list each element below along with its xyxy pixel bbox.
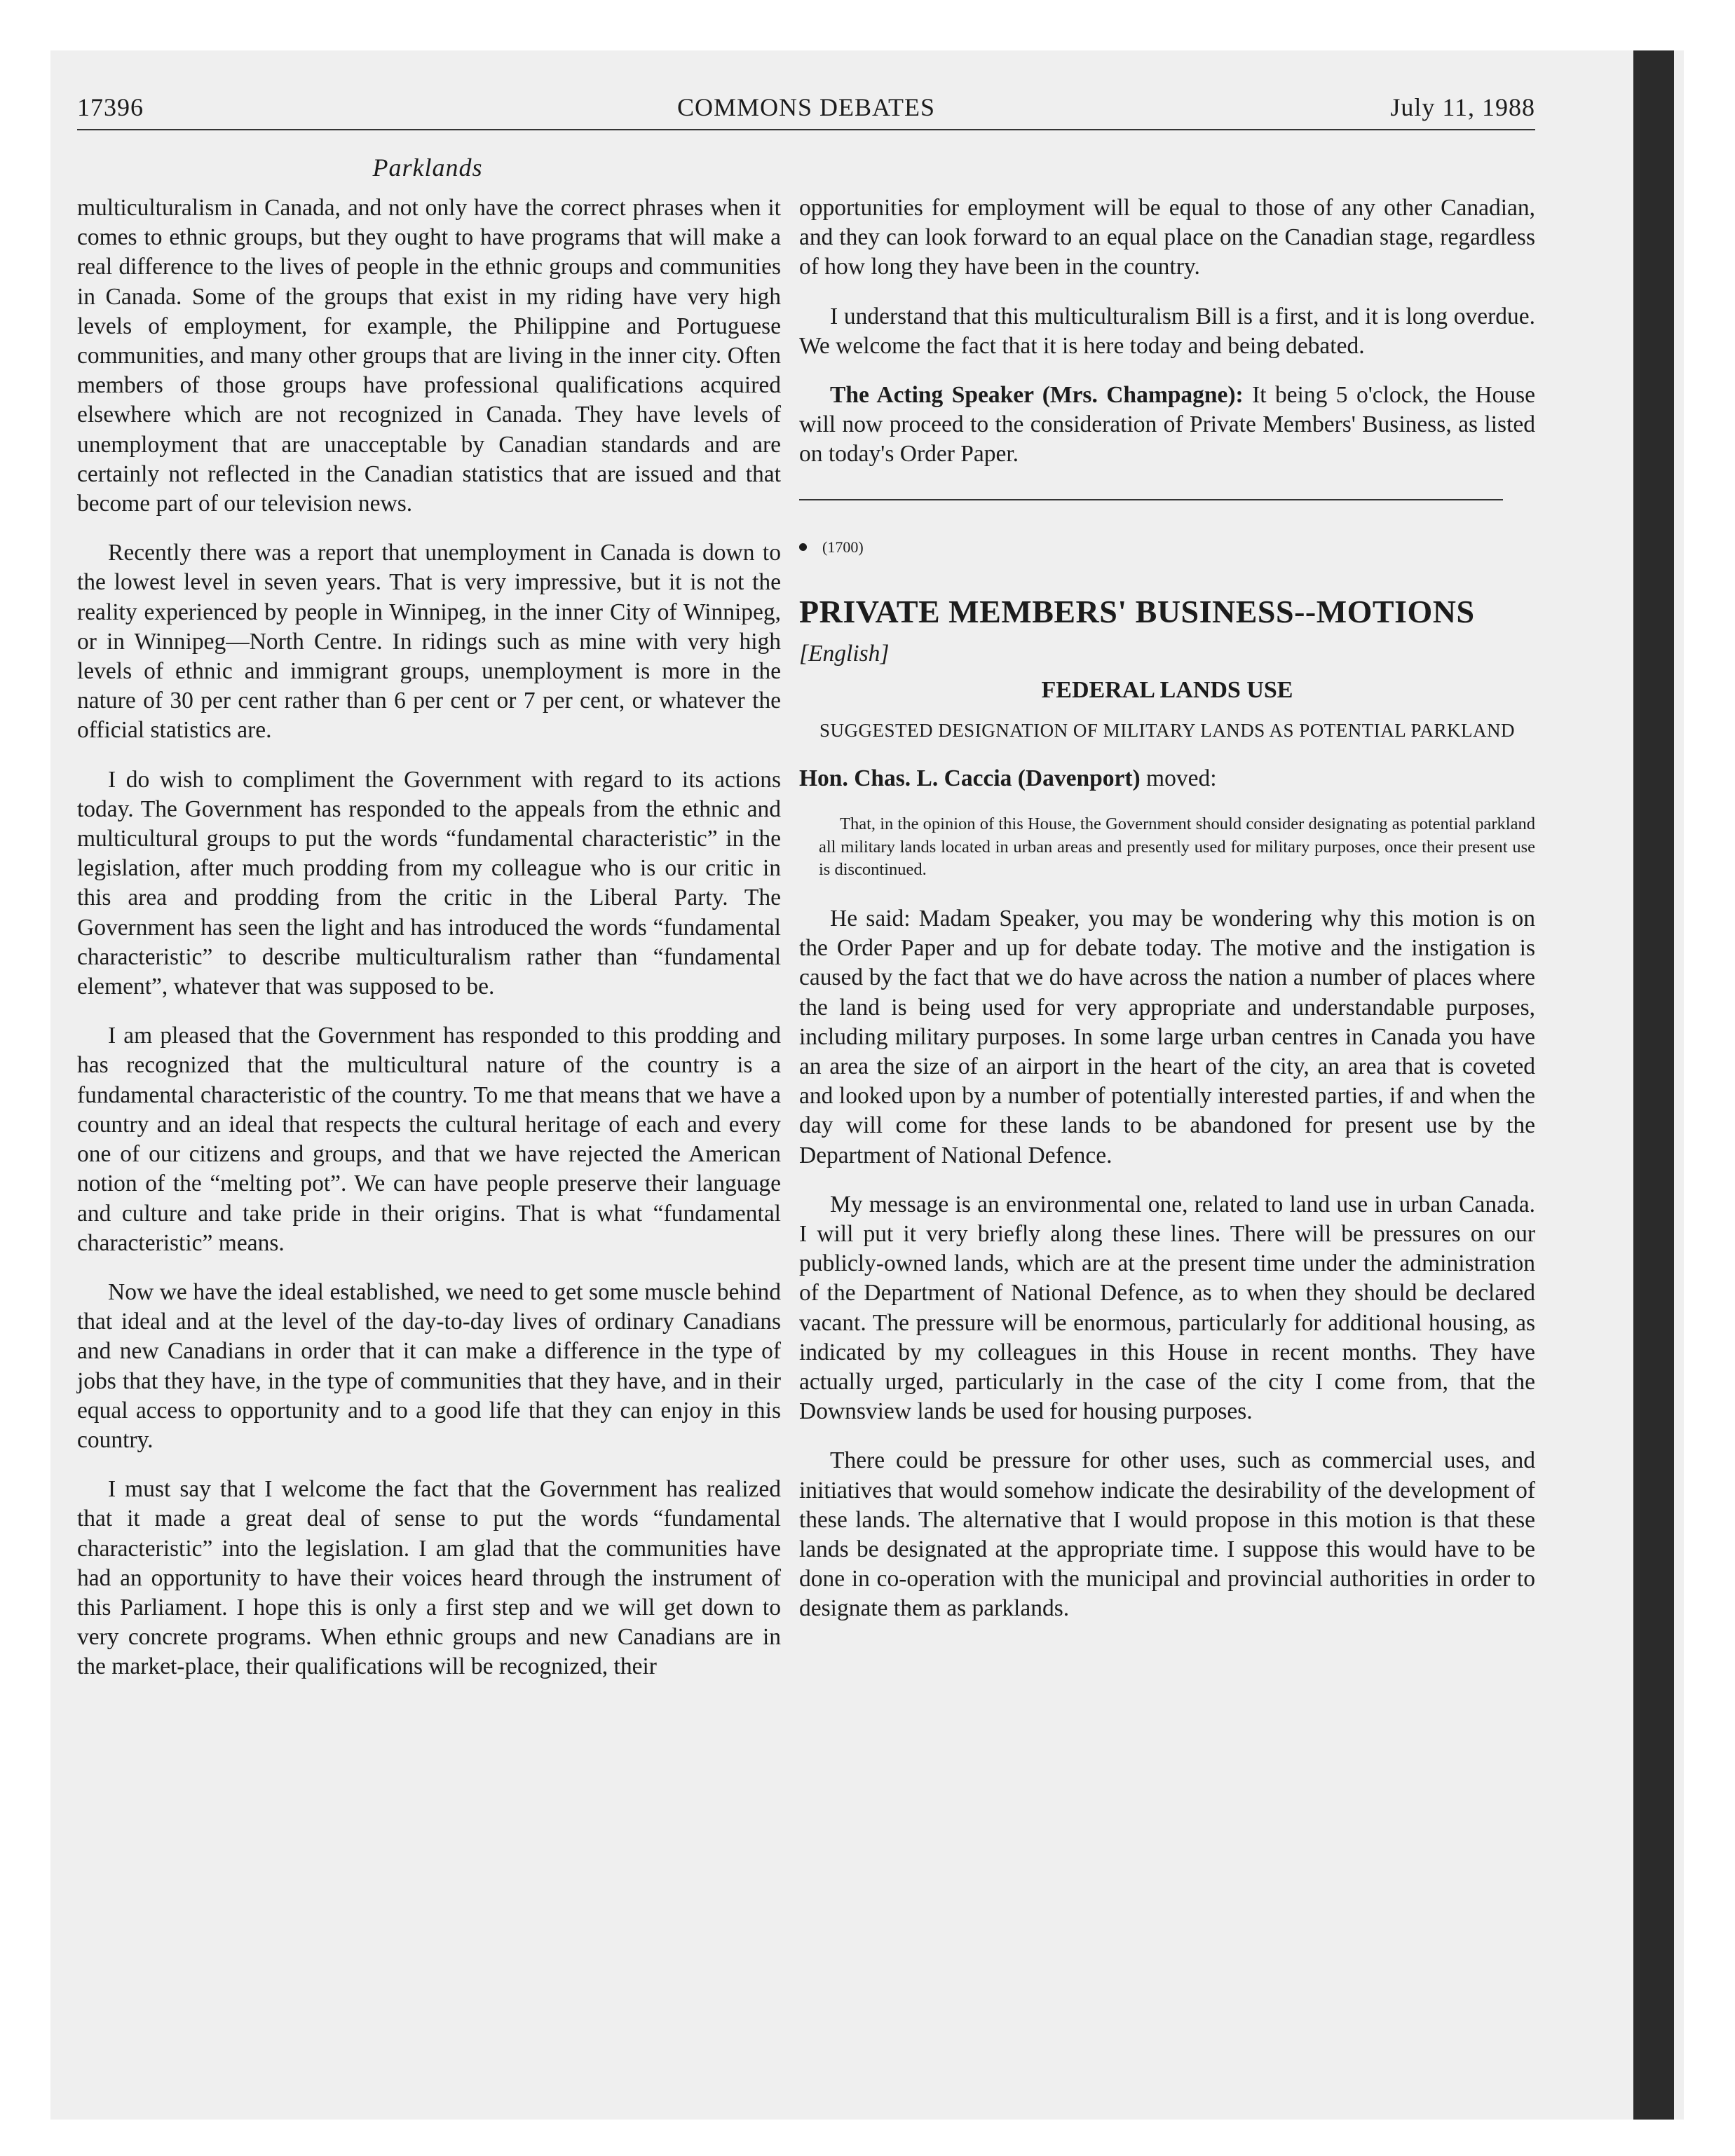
paragraph: He said: Madam Speaker, you may be wondering why this motion is on the Order Paper and up for debate today. The motive and the instigation is caused by the fact that we do have across the nation a number of places where the land is being used for very appropriate and understandable purposes, including military purposes. In some large urban centres in Canada you have an area the size of an airport in the heart of the city, an area that is coveted and looked upon by a number of potentially interested parties, if and when the day will come for these lands to be abandoned for present use by the Department of National Defence. xyxy=(799,905,1535,1168)
header-date: July 11, 1988 xyxy=(1390,93,1535,121)
paragraph: multiculturalism in Canada, and not only have the correct phrases when it comes to ethnic groups, but they ought to have programs that will make a real difference to the lives of people in the ethnic groups and communities in Canada. Some of the groups that exist in my riding have very high levels of employment, for example, the Philippine and Portuguese communities, and many other groups that are living in the inner city. Often members of those groups have professional qualifications acquired elsewhere which are not recognized in Canada. They have levels of unemployment that are unacceptable by Canadian standards and are certainly not reflected in the Canadian statistics that are issued and that become part of our television news. xyxy=(77,195,781,517)
time-marker-text: (1700) xyxy=(822,538,864,556)
motion-text xyxy=(799,813,1535,882)
time-marker xyxy=(799,533,1535,562)
paragraph: Now we have the ideal established, we need to get some muscle behind that ideal and at the level of the day-to-day lives of ordinary Canadians and new Canadians in order that it can make a difference in the type of jobs that they have, in the type of communities that they have, and in their equal access to opportunity and to a good life that they can enjoy in this country. xyxy=(77,1278,781,1453)
paragraph: Recently there was a report that unemployment in Canada is down to the lowest level in seven years. That is very impressive, but it is not the reality experienced by people in Winnipeg, in the inner City of Winnipeg, or in Winnipeg—North Centre. In ridings such as mine with very high levels of ethnic and immigrant groups, unemployment is more in the nature of 30 per cent rather than 6 per cent or 7 per cent, or whatever the official statistics are. xyxy=(77,540,781,744)
bullet-icon xyxy=(799,543,807,551)
paragraph: I do wish to compliment the Government with regard to its actions today. The Government has responded to the appeals from the ethnic and multicultural groups to put the words “fundamental characteristic” in the legislation, after much prodding from my colleague who is our critic in this area and prodding from the critic in the Liberal Party. The Government has seen the light and has introduced the words “fundamental characteristic” to describe multiculturalism rather than “fundamental element”, whatever that was supposed to be. xyxy=(77,766,781,1000)
paragraph: opportunities for employment will be equal to those of any other Canadian, and they can look forward to an equal place on the Canadian stage, regardless of how long they have been in the country. xyxy=(799,195,1535,280)
page-number: 17396 xyxy=(77,93,144,121)
paragraph: I am pleased that the Government has responded to this prodding and has recognized that the multicultural nature of the country is a fundamental characteristic of the country. To me that means that we have a country and an ideal that respects the cultural heritage of each and every one of our citizens and groups, and that we have rejected the American notion of the “melting pot”. We can have people preserve their language and culture and take pride in their origins. That is what “fundamental characteristic” means. xyxy=(77,1023,781,1256)
right-column xyxy=(799,193,1535,1644)
motion-body: That, in the opinion of this House, the Government should consider designating as potential parkland all military lands located in urban areas and presently used for military purposes, once their present use is discontinued. xyxy=(819,814,1535,880)
scan-spine-shadow xyxy=(1633,50,1674,2120)
paragraph: There could be pressure for other uses, such as commercial uses, and initiatives that would somehow indicate the desirability of the development of these lands. The alternative that I would propose in this motion is that these lands be designated at the appropriate time. I suppose this would have to be done in co-operation with the municipal and provincial authorities in order to designate them as parklands. xyxy=(799,1447,1535,1622)
left-column xyxy=(77,193,781,1702)
header-rule xyxy=(77,129,1535,130)
mover-line xyxy=(799,764,1535,793)
running-head: Parklands xyxy=(372,153,483,182)
publication-title: COMMONS DEBATES xyxy=(676,93,936,121)
speaker-name: The Acting Speaker (Mrs. Champagne): xyxy=(830,382,1244,409)
language-tag: [English] xyxy=(799,640,890,667)
topic-heading: FEDERAL LANDS USE xyxy=(1041,677,1293,704)
paragraph: My message is an environmental one, related to land use in urban Canada. I will put it very briefly along these lines. There will be pressures on our publicly-owned lands, which are at the present time under the administration of the Department of National Defence, as to when they should be declared vacant. The pressure will be enormous, particularly for additional housing, as indicated by my colleagues in this House in recent months. They have actually urged, particularly in the case of the city I come from, that the Downsview lands be used for housing purposes. xyxy=(799,1191,1535,1425)
section-divider xyxy=(799,499,1503,500)
speaker-paragraph xyxy=(799,381,1535,470)
section-title: PRIVATE MEMBERS' BUSINESS--MOTIONS xyxy=(799,593,1475,629)
paragraph: I understand that this multiculturalism Bill is a first, and it is long overdue. We welcome the fact that it is here today and being debated. xyxy=(799,303,1535,359)
paragraph: I must say that I welcome the fact that the Government has realized that it made a great deal of sense to put the words “fundamental characteristic” into the legislation. I am glad that the communities have had an opportunity to have their voices heard through the instrument of this Parliament. I hope this is only a first step and we will get down to very concrete programs. When ethnic groups and new Canadians are in the market-place, their qualifications will be recognized, their xyxy=(77,1476,781,1680)
mover-name: Hon. Chas. L. Caccia (Davenport) xyxy=(799,765,1141,792)
page-header xyxy=(77,93,1535,132)
mover-action: moved: xyxy=(1140,765,1217,792)
subtopic-heading: SUGGESTED DESIGNATION OF MILITARY LANDS AS POTENTIAL PARKLAND xyxy=(819,720,1516,742)
speaker-text: It being 5 o'clock, the House will now proceed to the consideration of Private Members' Business, as listed on today's Order Paper. xyxy=(799,382,1535,468)
